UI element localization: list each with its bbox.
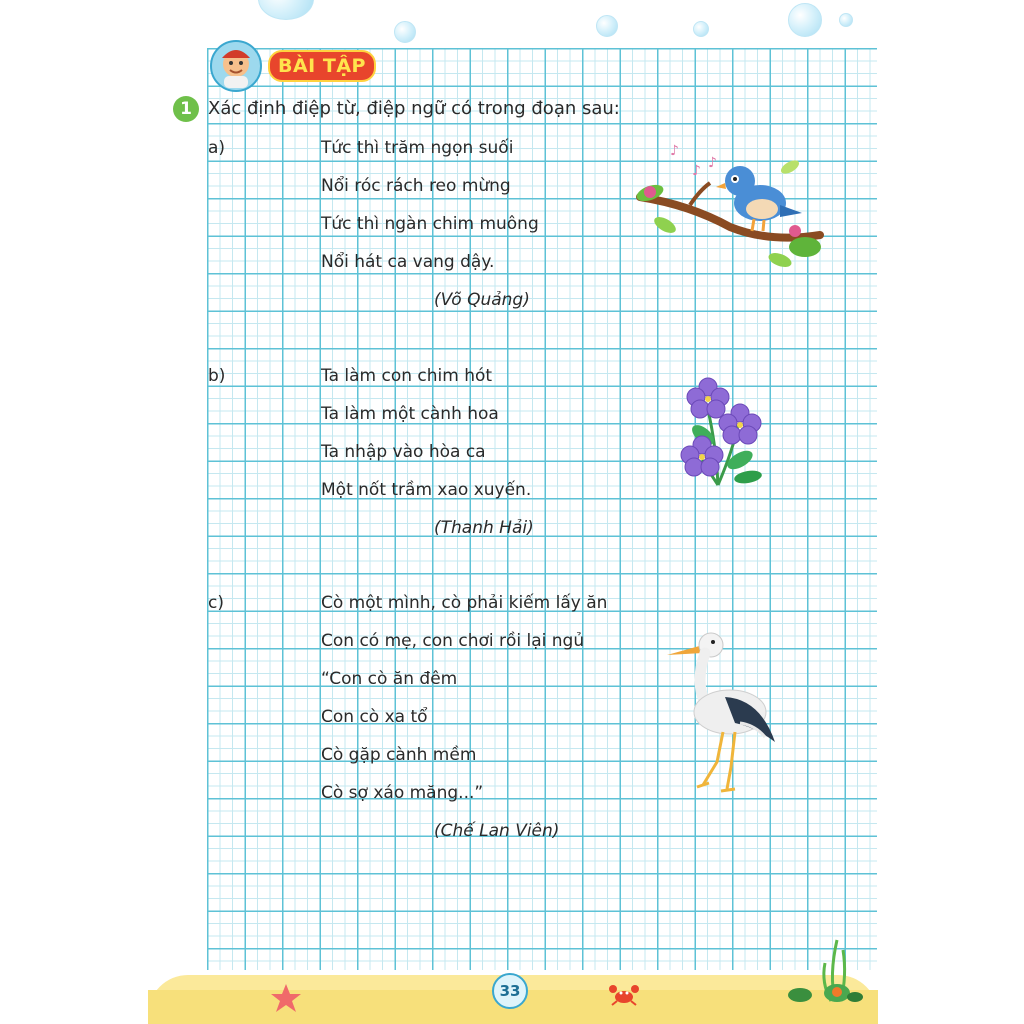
poem-line: Con có mẹ, con chơi rồi lại ngủ: [321, 631, 585, 651]
bird-on-branch-icon: [630, 135, 825, 270]
purple-flowers-icon: [678, 375, 773, 493]
stork-icon: [665, 627, 780, 797]
bubble-decoration: [788, 3, 822, 37]
section-b-label: b): [208, 366, 226, 386]
question-text: Xác định điệp từ, điệp ngữ có trong đoạn sau:: [208, 98, 620, 119]
page-number: 33: [492, 973, 528, 1009]
section-a-label: a): [208, 138, 226, 158]
poem-line: Cò sợ xáo măng...”: [321, 783, 484, 803]
poem-line: Một nốt trầm xao xuyến.: [321, 480, 532, 500]
poem-author: (Thanh Hải): [434, 518, 534, 538]
bubble-decoration: [394, 21, 416, 43]
bubble-decoration: [693, 21, 709, 37]
header-title: BÀI TẬP: [268, 50, 376, 82]
poem-line: Tức thì ngàn chim muông: [321, 214, 539, 234]
poem-line: Nổi hát ca vang dậy.: [321, 252, 495, 272]
poem-line: Nổi róc rách reo mừng: [321, 176, 511, 196]
poem-line: “Con cò ăn đêm: [321, 669, 458, 689]
question-number: 1: [173, 96, 199, 122]
svg-text:♪: ♪: [692, 163, 701, 179]
bubble-decoration: [839, 13, 853, 27]
exercise-header: [210, 40, 376, 92]
svg-text:♪: ♪: [670, 143, 679, 159]
poem-line: Ta nhập vào hòa ca: [321, 442, 486, 462]
bubble-decoration: [258, 0, 314, 20]
poem-line: Ta làm một cành hoa: [321, 404, 499, 424]
section-c-label: c): [208, 593, 224, 613]
crab-icon: [609, 983, 639, 1007]
poem-line: Tức thì trăm ngọn suối: [321, 138, 514, 158]
poem-author: (Chế Lan Viên): [434, 821, 560, 841]
poem-line: Con cò xa tổ: [321, 707, 428, 727]
poem-line: Cò một mình, cò phải kiếm lấy ăn: [321, 593, 608, 613]
bubble-decoration: [596, 15, 618, 37]
seaweed-icon: [785, 935, 865, 1005]
starfish-icon: [270, 983, 302, 1013]
poem-line: Ta làm con chim hót: [321, 366, 493, 386]
svg-text:♪: ♪: [708, 155, 717, 171]
poem-line: Cò gặp cành mềm: [321, 745, 477, 765]
mascot-icon: [210, 40, 262, 92]
poem-author: (Võ Quảng): [434, 290, 530, 310]
